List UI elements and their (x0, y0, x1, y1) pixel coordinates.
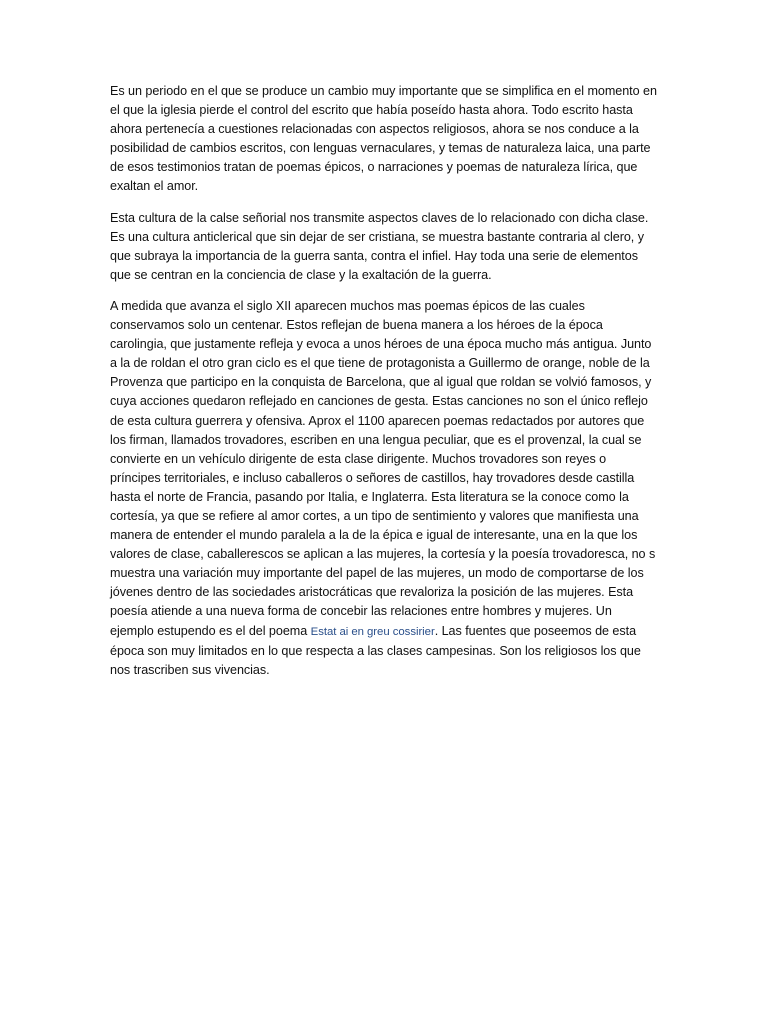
poem-title-link[interactable]: Estat ai en greu cossirier (310, 625, 435, 638)
paragraph-3-text-after: . Las fuentes que poseemos de esta época son muy limitados en lo que respecta a las clases campesinas. Son los religiosos los que nos trascriben sus vivencias. (110, 623, 641, 677)
paragraph-3-text-before: A medida que avanza el siglo XII aparecen muchos mas poemas épicos de las cuales conservamos solo un centenar. Estos reflejan de buena manera a los héroes de la época carolingia, que justamente refleja y evoca a unos héroes de una época mucho más antigua. Junto a la de roldan el otro gran ciclo es el que tiene de protagonista a Guillermo de orange, noble de la Provenza que participo en la conquista de Barcelona, que al igual que roldan se volvió famosos, y cuya acciones quedaron reflejado en canciones de gesta. Estas canciones no son el único reflejo de esta cultura guerrera y ofensiva. Aprox el 1100 aparecen poemas redactados por autores que los firman, llamados trovadores, escriben en una lengua peculiar, que es el provenzal, la cual se convierte en un vehículo dirigente de esta clase dirigente. Muchos trovadores son reyes o príncipes territoriales, e incluso caballeros o señores de castillos, hay trovadores desde castilla hasta el norte de Francia, pasando por Italia, e Inglaterra. Esta literatura se la conoce como la cortesía, ya que se refiere al amor cortes, a un tipo de sentimiento y valores que manifiesta una manera de entender el mundo paralela a la de la épica e igual de interesante, una en la que los valores de clase, caballerescos se aplican a las mujeres, la cortesía y la poesía trovadoresca, no s muestra una variación muy importante del papel de las mujeres, un modo de comportarse de los jóvenes dentro de las sociedades aristocráticas que revaloriza la posición de las mujeres. Esta poesía atiende a una nueva forma de concebir las relaciones entre hombres y mujeres. Un ejemplo estupendo es el del poema (110, 298, 656, 638)
document-body (110, 82, 658, 692)
paragraph-2: Esta cultura de la calse señorial nos transmite aspectos claves de lo relacionado con dicha clase. Es una cultura anticlerical que sin dejar de ser cristiana, se muestra bastante contraria al clero, y que subraya la importancia de la guerra santa, contra el infiel. Hay toda una serie de elementos que se centran en la conciencia de clase y la exaltación de la guerra. (110, 210, 649, 282)
paragraph-1: Es un periodo en el que se produce un cambio muy importante que se simplifica en el momento en el que la iglesia pierde el control del escrito que había poseído hasta ahora. Todo escrito hasta ahora pertenecía a cuestiones relacionadas con aspectos religiosos, ahora se nos conduce a la posibilidad de cambios escritos, con lenguas vernaculares, y temas de naturaleza laica, una parte de esos testimonios tratan de poemas épicos, o narraciones y poemas de naturaleza lírica, que exaltan el amor. (110, 84, 657, 194)
paragraph-3 (110, 297, 658, 680)
